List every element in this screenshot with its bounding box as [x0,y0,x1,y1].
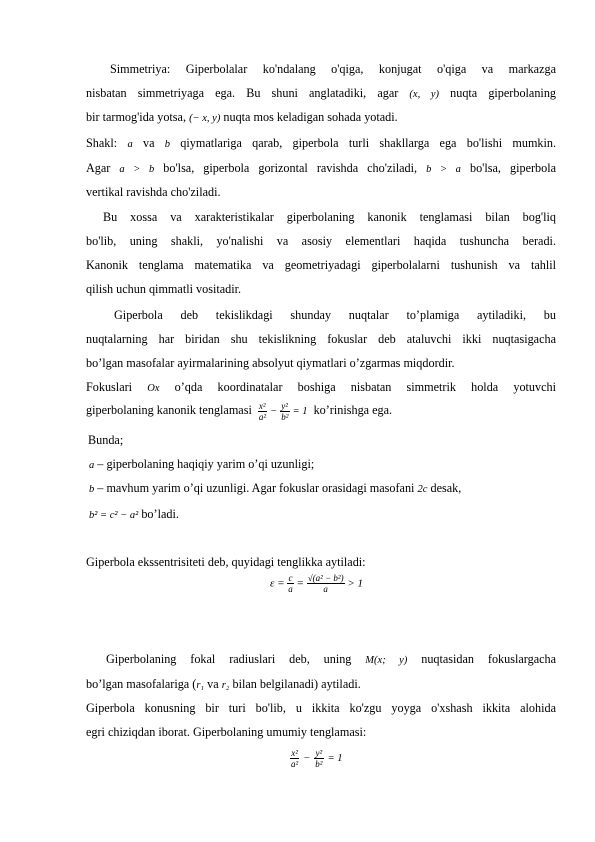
denominator: a² [291,759,299,769]
text: bo'lib, uning shakli, yo'nalishi va asosiy elementlari haqida tushuncha beradi. [86,234,556,248]
definition-line-2 [86,327,556,351]
text: egri chiziqdan iborat. Giperbolaning umumiy tenglamasi: [86,725,367,739]
text: nuqta mos keladigan sohada yotadi. [223,110,398,124]
fraction-x [290,748,299,769]
two-c-formula: 2c [417,484,428,495]
minus-sign: − [303,753,311,764]
symmetry-line-1 [86,57,556,81]
general-line-1 [86,696,556,720]
r1-formula: r₁ [196,680,205,691]
text: Giperbola deb tekislikdagi shunday nuqtalar to’plamiga aytiladiki, bu [114,308,556,322]
fraction-c-a [287,573,294,594]
text: Fokuslari [86,380,133,394]
text: vertikal ravishda cho'ziladi. [86,185,221,199]
text: nuqtasidan fokuslargacha [421,652,557,666]
canonical-line-2 [86,229,556,253]
var-a: a [89,460,95,471]
text: Shakl: [86,136,118,150]
text: desak, [430,481,462,495]
point-neg-x-formula: (− x, y) [189,113,221,124]
canonical-line-1 [86,205,556,229]
denominator: a [323,584,328,594]
foci-line-2 [86,397,556,425]
numerator: x² [291,748,298,758]
a-gt-b-formula: a > b [119,164,155,175]
a-definition [89,452,559,478]
general-equation [290,748,342,769]
shape-line-2 [86,156,556,182]
epsilon-eq: ε = [270,577,285,590]
r2-formula: r₂ [221,680,230,691]
definition-line-1 [86,303,556,327]
numerator: c [288,573,293,583]
text: qiymatlariga qarab, giperbola turli shakllarga ega bo'lishi mumkin. [180,136,557,150]
text: bo'lsa, giperbola [469,161,557,175]
text: Giperbola konusning bir turi bo'lib, u ikkita ko'zgu yoyga o'xshash ikkita alohida [86,701,556,715]
greater-than-one: > 1 [347,577,364,590]
text: – giperbolaning haqiqiy yarim o’qi uzunligi; [97,457,315,471]
symmetry-line-2 [86,81,556,107]
text: Giperbolaning fokal radiuslari deb, uning [106,652,352,666]
canonical-equation [258,397,308,425]
var-a: a [127,139,133,150]
eccentricity-line [86,550,556,574]
numerator: x² [258,400,266,411]
equals-sign: = [296,577,304,590]
text: o’qda koordinatalar boshiga nisbatan simmetrik holda yotuvchi [174,380,557,394]
canonical-line-4 [86,277,556,301]
text: Bu xossa va xarakteristikalar giperbolaning kanonik tenglamasi bilan bog'liq [103,210,556,224]
shape-line-1 [86,131,556,157]
numerator: √(a² − b²) [307,573,344,583]
numerator: y² [281,400,288,411]
canonical-line-3 [86,253,556,277]
text: ko’rinishga ega. [313,403,393,417]
text: bilan belgilanadi) aytiladi. [232,677,361,691]
eccentricity-equation [270,573,363,594]
text: va [142,136,155,150]
text: bir tarmog'ida yotsa, [86,110,187,124]
definition-line-3 [86,351,556,375]
text: Kanonik tenglama matematika va geometriyadagi giperbolalarni tushunish va tahlil [86,258,556,272]
focal-line-2 [86,672,556,698]
text: giperbolaning kanonik tenglamasi [86,403,252,417]
point-xy-formula: (x, y) [409,89,440,100]
b-squared-formula: b² = c² − a² [89,510,139,521]
text: Giperbola ekssentrisiteti deb, quyidagi tenglikka aytiladi: [86,555,366,569]
denominator: b² [315,759,323,769]
var-b: b [164,139,171,150]
numerator: y² [315,748,323,758]
point-M-formula: M(x; y) [365,655,408,666]
text: – mavhum yarim o’qi uzunligi. Agar fokuslar orasidagi masofani [97,481,415,495]
equation-rhs: = 1 [292,406,308,418]
b-squared-line [89,502,559,528]
text: bo’lgan masofalar ayirmalarining absolyut qiymatlari o’zgarmas miqdordir. [86,356,455,370]
shape-line-3 [86,180,556,204]
text: qilish uchun qimmatli vositadir. [86,282,242,296]
fraction-sqrt [307,573,345,594]
var-b: b [89,484,95,495]
b-gt-a-formula: b > a [426,164,461,175]
text: Simmetriya: Giperbolalar ko'ndalang o'qiga, konjugat o'qiga va markazga [110,62,556,76]
text: nuqta giperbolaning [450,86,557,100]
general-line-2 [86,720,556,744]
text: bo’lgan masofalariga ( [86,677,197,691]
denominator: a [288,584,293,594]
equation-rhs: = 1 [327,753,343,764]
text: bo'lsa, giperbola gorizontal ravishda cho'ziladi, [163,161,418,175]
text: nuqtalarning har biridan shu tekislikning fokuslar deb ataluvchi ikki nuqtasigacha [86,332,556,346]
bunda-label [88,428,558,452]
fraction-y [280,401,289,422]
b-definition [89,476,559,502]
text: Bunda; [88,433,124,447]
focal-line-1 [86,647,556,673]
minus-sign: − [270,406,278,418]
text: Agar [86,161,111,175]
fraction-x [258,401,267,422]
text: nisbatan simmetriyaga ega. Bu shuni anglatadiki, agar [86,86,399,100]
text: bo’ladi. [141,507,179,521]
fraction-y [314,748,323,769]
symmetry-line-3 [86,105,556,131]
text: va [207,677,219,691]
denominator: a² [258,411,267,422]
ox-axis-formula: Ox [147,383,160,394]
denominator: b² [281,411,289,422]
